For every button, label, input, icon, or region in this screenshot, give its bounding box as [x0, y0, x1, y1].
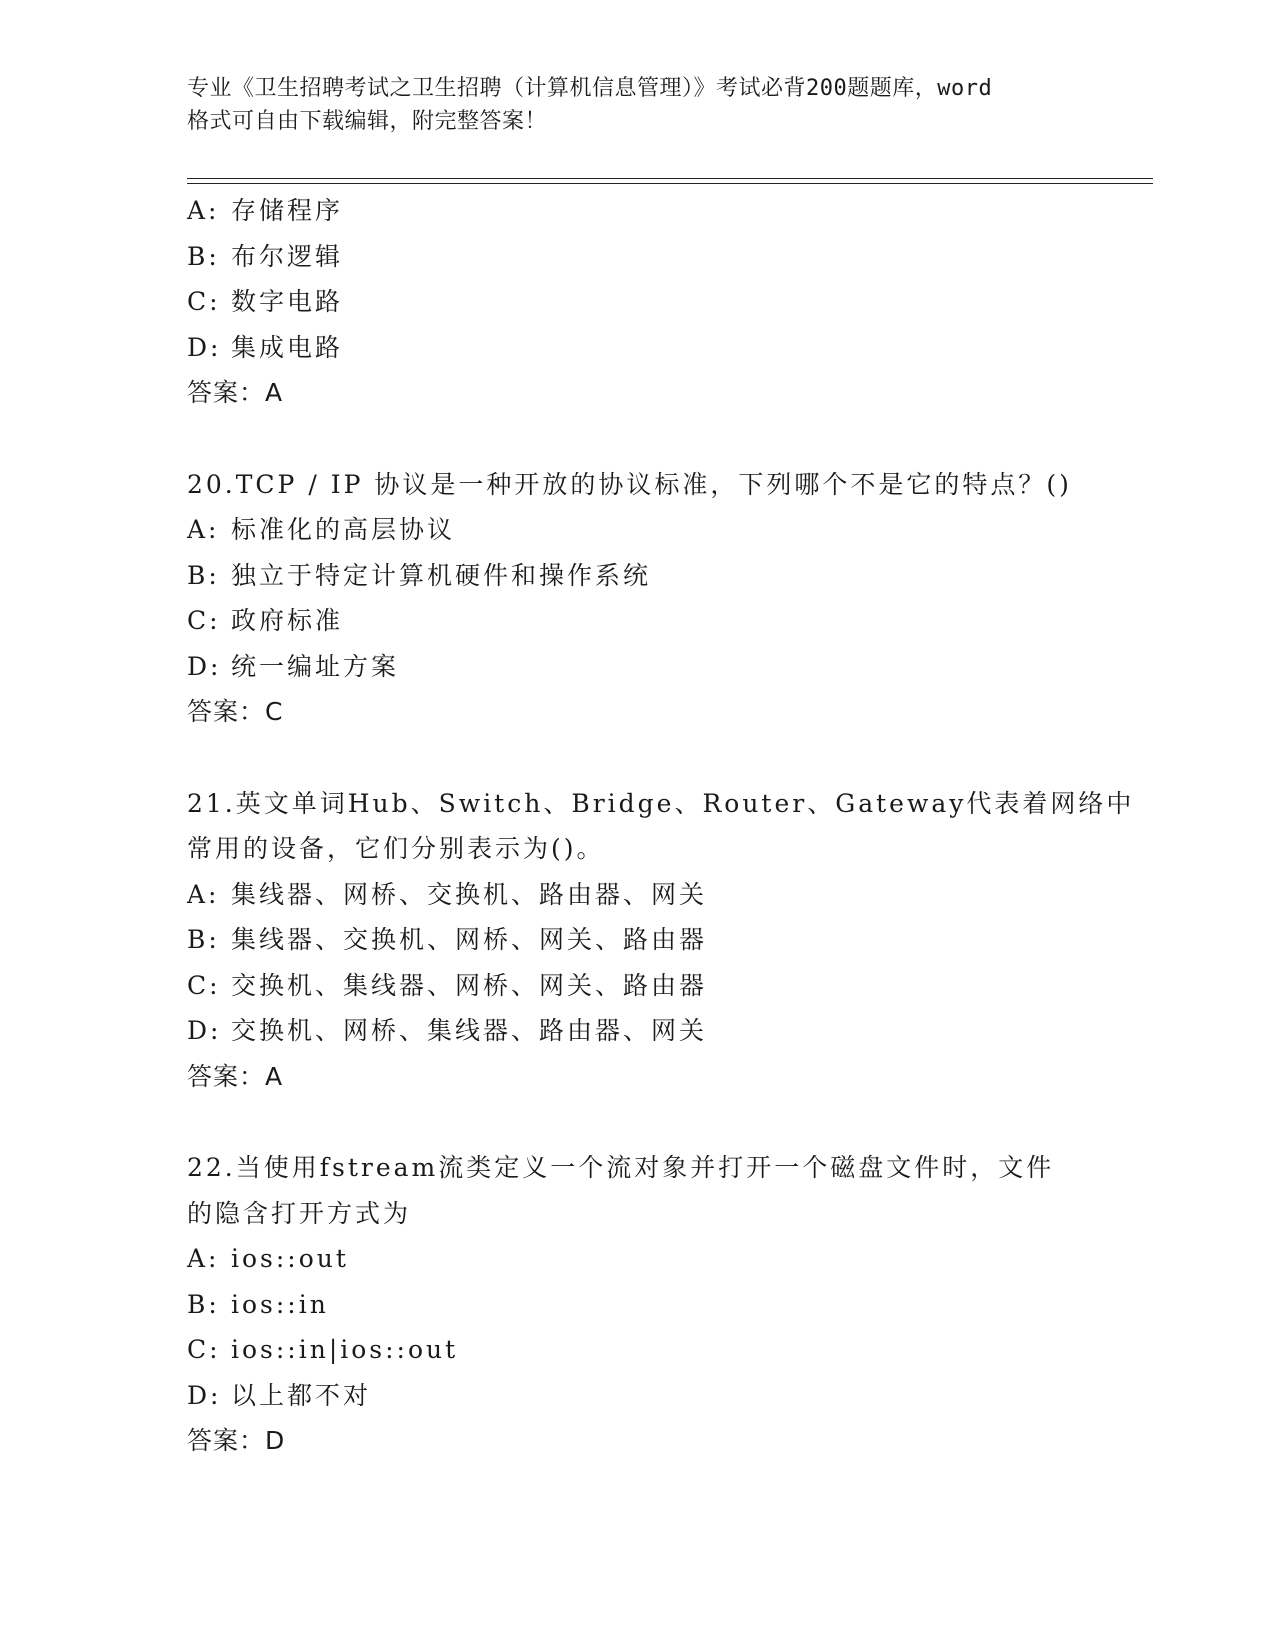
option-key: C: [187, 970, 221, 1000]
spacer [187, 416, 1127, 462]
question-19 [187, 188, 1127, 416]
option-text: 存储程序 [231, 196, 344, 225]
answer-line: 答案：A [187, 1061, 284, 1091]
question-22 [187, 1145, 1127, 1464]
question-20 [187, 462, 1127, 735]
header-divider-top [187, 178, 1153, 179]
option-d [187, 325, 1127, 371]
header-line-2: 格式可自由下载编辑，附完整答案！ [187, 109, 548, 134]
option-text: 集线器、网桥、交换机、路由器、网关 [231, 879, 708, 909]
option-text: ios::out [231, 1244, 349, 1273]
spacer [187, 1099, 1127, 1145]
option-key: B: [187, 241, 220, 271]
option-c [187, 1327, 1127, 1373]
option-text: 标准化的高层协议 [231, 515, 456, 544]
option-text: 独立于特定计算机硬件和操作系统 [231, 560, 652, 590]
option-d [187, 644, 1127, 690]
option-key: B: [187, 1289, 220, 1319]
option-key: C: [187, 1335, 221, 1364]
option-text: ios::in|ios::out [231, 1335, 459, 1364]
option-text: 布尔逻辑 [231, 241, 344, 271]
answer-line: 答案：C [187, 697, 284, 726]
option-text: 交换机、网桥、集线器、路由器、网关 [231, 1016, 708, 1045]
option-key: A: [187, 196, 220, 225]
option-text: 交换机、集线器、网桥、网关、路由器 [231, 970, 708, 1000]
option-key: D: [187, 1016, 222, 1045]
option-text: 统一编址方案 [231, 651, 400, 681]
option-c [187, 963, 1127, 1009]
option-text: 集线器、交换机、网桥、网关、路由器 [231, 925, 708, 954]
option-text: 政府标准 [231, 606, 344, 635]
question-text-line-1: 21.英文单词Hub、Switch、Bridge、Router、Gateway代表着网络中 [187, 788, 1135, 818]
option-d [187, 1008, 1127, 1054]
spacer [187, 735, 1127, 781]
question-text-line-2: 的隐含打开方式为 [187, 1198, 412, 1228]
question-list [187, 188, 1135, 1464]
option-b [187, 234, 1127, 280]
question-text: 20.TCP / IP 协议是一种开放的协议标准，下列哪个不是它的特点？() [187, 469, 1072, 499]
option-a [187, 507, 1127, 553]
option-key: D: [187, 651, 222, 681]
option-text: ios::in [231, 1289, 329, 1319]
option-b [187, 917, 1127, 963]
question-21 [187, 781, 1135, 1100]
option-b [187, 1282, 1127, 1328]
header-line-1: 专业《卫生招聘考试之卫生招聘（计算机信息管理）》考试必背200题题库，word [187, 76, 993, 101]
option-key: A: [187, 515, 220, 544]
option-key: C: [187, 606, 221, 635]
option-key: D: [187, 1380, 222, 1410]
option-text: 集成电路 [231, 332, 344, 362]
answer-line: 答案：D [187, 1426, 286, 1455]
option-key: C: [187, 287, 221, 316]
option-b [187, 553, 1127, 599]
option-key: B: [187, 925, 220, 954]
question-text-line-2: 常用的设备，它们分别表示为()。 [187, 834, 605, 863]
option-text: 数字电路 [231, 287, 344, 316]
question-text-line-1: 22.当使用fstream流类定义一个流对象并打开一个磁盘文件时，文件 [187, 1153, 1055, 1182]
option-key: D: [187, 332, 222, 362]
document-header [187, 72, 1087, 138]
option-c [187, 279, 1127, 325]
option-key: A: [187, 879, 220, 909]
option-a [187, 188, 1127, 234]
option-d [187, 1373, 1127, 1419]
option-c [187, 598, 1127, 644]
option-a [187, 1236, 1127, 1282]
answer-line: 答案：A [187, 378, 284, 407]
option-key: B: [187, 560, 220, 590]
header-divider-bottom [187, 183, 1153, 184]
option-a [187, 872, 1127, 918]
option-key: A: [187, 1244, 220, 1273]
option-text: 以上都不对 [231, 1380, 372, 1410]
